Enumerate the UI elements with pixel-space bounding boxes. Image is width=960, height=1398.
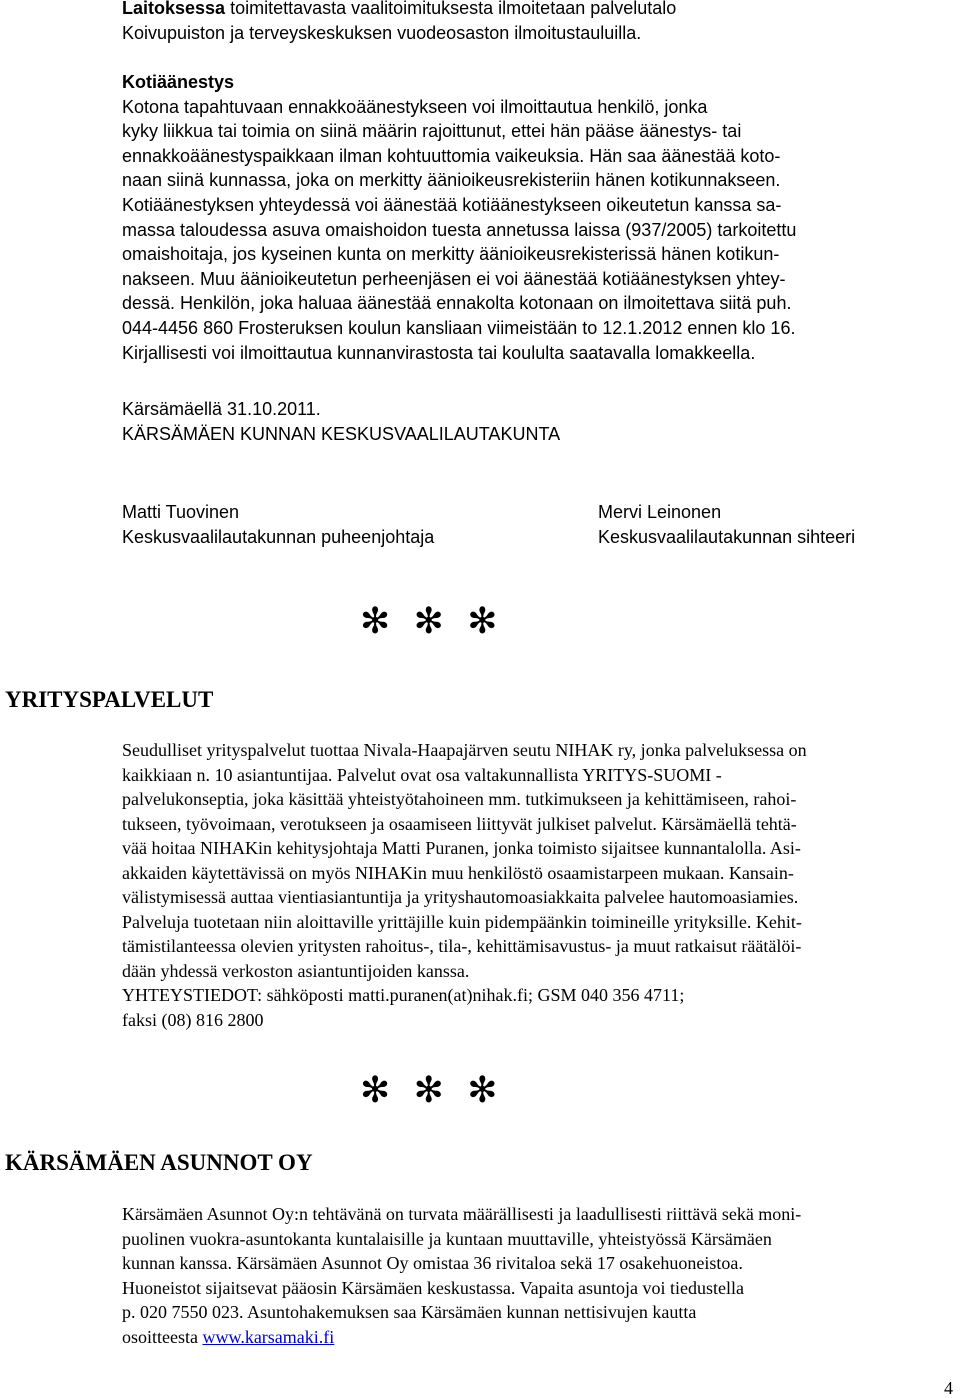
asunnot-body [122, 1202, 942, 1349]
signature-left [122, 500, 434, 550]
kotiaanestys-line: nakseen. Muu äänioikeutetun perheenjäsen ei voi äänestää kotiäänestyksen yhtey- [122, 268, 786, 289]
kotiaanestys-line: omaishoitaja, jos kyseinen kunta on merkitty äänioikeusrekisterissä hänen kotikun- [122, 244, 780, 265]
kotiaanestys-line: Kotiäänestyksen yhteydessä voi äänestää kotiäänestykseen oikeutetun kanssa sa- [122, 194, 782, 215]
asunnot-line: Huoneistot sijaitsevat pääosin Kärsämäen keskustassa. Vapaita asuntoja voi tiedustella [122, 1277, 745, 1298]
yrityspalvelut-line: akkaiden käytettävissä on myös NIHAKin muu henkilöstö osaamistarpeen mukaan. Kansain- [122, 862, 794, 883]
yrityspalvelut-line: välistymisessä auttaa vientiasiantuntija ja yrityshautomoasiakkaita palvelee hautomoasiamies. [122, 887, 799, 907]
karsamaki-website-link[interactable]: www.karsamaki.fi [202, 1326, 335, 1347]
yrityspalvelut-line: Palveluja tuotetaan niin aloittaville yrittäjille kuin pidempäänkin toimineille yrityksille. Kehit- [122, 911, 802, 932]
separator-stars: ✻ ✻ ✻ [360, 601, 504, 642]
kotiaanestys-line: 044-4456 860 Frosteruksen koulun kansliaan viimeistään to 12.1.2012 ennen klo 16. [122, 317, 796, 338]
kotiaanestys-line: kyky liikkua tai toimia on siinä määrin rajoittunut, ettei hän pääse äänestys- tai [122, 121, 742, 142]
yrityspalvelut-fax-line: faksi (08) 816 2800 [122, 1009, 264, 1030]
kotiaanestys-line: naan siinä kunnassa, joka on merkitty äänioikeusrekisteriin hänen kotikunnakseen. [122, 170, 781, 191]
asunnot-line: p. 020 7550 023. Asuntohakemuksen saa Kärsämäen kunnan nettisivujen kautta [122, 1302, 697, 1322]
kotiaanestys-line: ennakkoäänestyspaikkaan ilman kohtuuttomia vaikeuksia. Hän saa äänestää koto- [122, 145, 781, 166]
org-line: KÄRSÄMÄEN KUNNAN KESKUSVAALILAUTAKUNTA [122, 423, 561, 444]
asunnot-link-prefix: osoitteesta [122, 1326, 203, 1347]
signature-left-name: Matti Tuovinen [122, 502, 240, 522]
page-number: 4 [944, 1378, 953, 1398]
separator-stars: ✻ ✻ ✻ [360, 1070, 504, 1111]
yrityspalvelut-line: dään yhdessä verkoston asiantuntijoiden kanssa. [122, 960, 470, 981]
kotiaanestys-line: Kirjallisesti voi ilmoittautua kunnanvirastosta tai koululta saatavalla lomakkeella. [122, 342, 756, 363]
asunnot-line: puolinen vuokra-asuntokanta kuntalaisille ja kuntaan muuttaville, yhteistyössä Kärsämäen [122, 1228, 772, 1249]
intro-line-1 [122, 0, 942, 21]
date-line: Kärsämäellä 31.10.2011. [122, 399, 321, 419]
intro-line-2: Koivupuiston ja terveyskeskuksen vuodeosaston ilmoitustauluilla. [122, 22, 642, 43]
yrityspalvelut-line: palvelukonseptia, joka käsittää yhteistyötahoineen mm. tutkimukseen ja kehittämiseen, rahoi- [122, 789, 797, 809]
signature-right [598, 500, 855, 550]
kotiaanestys-title: Kotiäänestys [122, 72, 235, 92]
yrityspalvelut-line: tämistilanteessa olevien yritysten rahoitus-, tila-, kehittämisavustus- ja muut ratkaisut räätälöi- [122, 936, 802, 956]
yrityspalvelut-line: Seudulliset yrityspalvelut tuottaa Nivala-Haapajärven seutu NIHAK ry, jonka palveluksessa on [122, 740, 807, 760]
date-and-org [122, 397, 942, 446]
yrityspalvelut-contact-line: YHTEYSTIEDOT: sähköposti matti.puranen(at)nihak.fi; GSM 040 356 4711; [122, 985, 685, 1005]
yrityspalvelut-heading: YRITYSPALVELUT [5, 687, 214, 712]
signature-right-name: Mervi Leinonen [598, 502, 722, 522]
yrityspalvelut-body [122, 738, 942, 1032]
asunnot-heading: KÄRSÄMÄEN ASUNNOT OY [5, 1150, 313, 1175]
intro-bold-lead: Laitoksessa [122, 0, 226, 18]
kotiaanestys-section [122, 70, 942, 365]
signature-right-role: Keskusvaalilautakunnan sihteeri [598, 527, 856, 547]
yrityspalvelut-line: kaikkiaan n. 10 asiantuntijaa. Palvelut ovat osa valtakunnallista YRITYS-SUOMI - [122, 764, 722, 785]
yrityspalvelut-line: vää hoitaa NIHAKin kehitysjohtaja Matti Puranen, jonka toimisto sijaitsee kunnantalolla. Asi- [122, 838, 801, 858]
asunnot-line: Kärsämäen Asunnot Oy:n tehtävänä on turvata määrällisesti ja laadullisesti riittävä sekä moni- [122, 1204, 802, 1224]
intro-paragraph [122, 0, 942, 45]
kotiaanestys-line: Kotona tapahtuvaan ennakkoäänestykseen voi ilmoittautua henkilö, jonka [122, 96, 708, 117]
yrityspalvelut-line: tukseen, työvoimaan, verotukseen ja osaamiseen liittyvät julkiset palvelut. Kärsämäellä tehtä- [122, 813, 797, 834]
asunnot-line: kunnan kanssa. Kärsämäen Asunnot Oy omistaa 36 rivitaloa sekä 17 osakehuoneistoa. [122, 1253, 743, 1273]
asunnot-last-line [122, 1325, 942, 1350]
signature-left-role: Keskusvaalilautakunnan puheenjohtaja [122, 527, 435, 547]
kotiaanestys-line: massa taloudessa asuva omaishoidon tuesta annetussa laissa (937/2005) tarkoitettu [122, 219, 797, 240]
kotiaanestys-line: dessä. Henkilön, joka haluaa äänestää ennakolta kotonaan on ilmoitettava siitä puh. [122, 293, 792, 314]
intro-rest: toimitettavasta vaalitoimituksesta ilmoitetaan palvelutalo [225, 0, 677, 18]
